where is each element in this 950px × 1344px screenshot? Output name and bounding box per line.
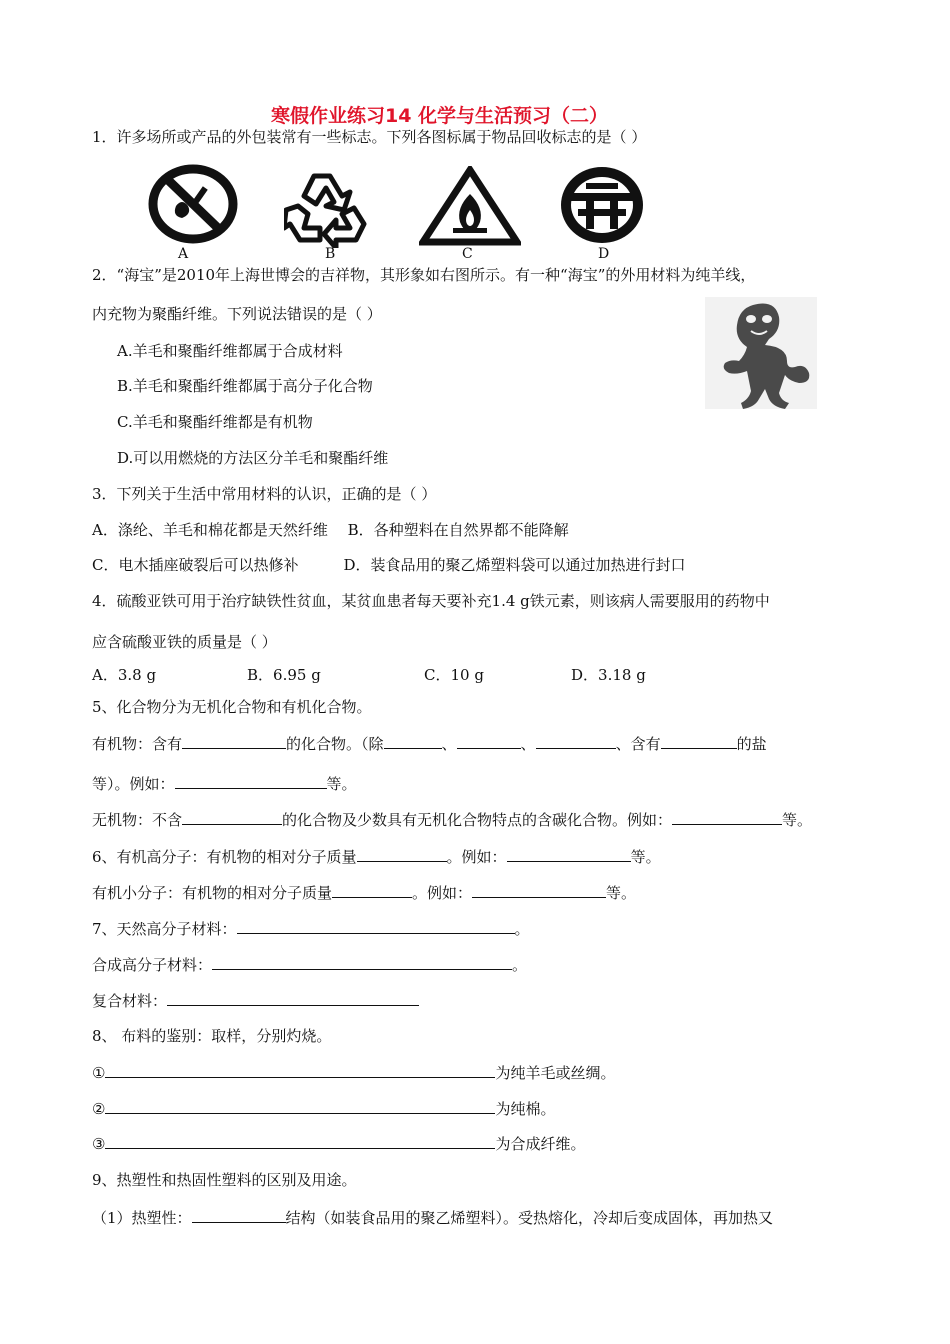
exception-blank-2[interactable] bbox=[457, 733, 521, 749]
q8-end-3: 为合成纤维。 bbox=[495, 1135, 586, 1153]
q8-blank-3[interactable] bbox=[105, 1133, 495, 1149]
q9-stem: 9、热塑性和热固性塑料的区别及用途。 bbox=[92, 1171, 357, 1189]
q3-options-cd: C．电木插座破裂后可以热修补 D．装食品用的聚乙烯塑料袋可以通过加热进行封口 bbox=[92, 556, 686, 574]
big-end: 等。 bbox=[630, 848, 661, 866]
inorganic-end: 等。 bbox=[782, 811, 813, 829]
synthetic-blank[interactable] bbox=[212, 954, 512, 970]
q8-end-2: 为纯棉。 bbox=[495, 1100, 556, 1118]
inorganic-label: 无机物：不含 bbox=[92, 811, 183, 829]
salt-blank[interactable] bbox=[661, 733, 737, 749]
haibao-mascot-image bbox=[705, 297, 817, 409]
recycle-icon bbox=[284, 166, 376, 248]
small-mass-blank[interactable] bbox=[332, 882, 412, 898]
big-example-label: 。例如： bbox=[446, 848, 507, 866]
flammable-icon bbox=[419, 166, 521, 246]
inorganic-example-blank[interactable] bbox=[672, 809, 782, 825]
organic-exception-label: 的化合物。（除 bbox=[286, 735, 384, 753]
exception-blank-3[interactable] bbox=[536, 733, 616, 749]
q2-option-b: B.羊毛和聚酯纤维都属于高分子化合物 bbox=[117, 377, 373, 395]
q7-composite-line bbox=[92, 990, 419, 1011]
salt-end: 的盐 bbox=[736, 735, 767, 753]
q8-item-3 bbox=[92, 1133, 585, 1154]
organic-example-blank[interactable] bbox=[175, 773, 327, 789]
no-smoking-icon bbox=[148, 164, 238, 244]
organic-example-end: 等。 bbox=[326, 775, 357, 793]
salt-label: 、含有 bbox=[615, 735, 661, 753]
natural-label: 7、天然高分子材料： bbox=[92, 920, 237, 938]
organic-example-label: 等）。例如： bbox=[92, 775, 175, 793]
q8-blank-2[interactable] bbox=[105, 1098, 495, 1114]
q4-option-b: B．6.95 g bbox=[247, 666, 321, 684]
q6-small-line bbox=[92, 882, 636, 903]
q2-line2: 内充物为聚酯纤维。下列说法错误的是（ ） bbox=[92, 305, 382, 323]
q5-stem: 5、化合物分为无机化合物和有机化合物。 bbox=[92, 698, 372, 716]
option-a-label: A bbox=[178, 246, 189, 262]
q5-inorganic-line bbox=[92, 809, 812, 830]
q9-part1 bbox=[92, 1207, 773, 1228]
natural-end: 。 bbox=[514, 920, 530, 938]
separator: 、 bbox=[520, 735, 536, 753]
composite-blank[interactable] bbox=[167, 990, 419, 1006]
big-example-blank[interactable] bbox=[507, 846, 631, 862]
q2-line1: 2．“海宝”是2010年上海世博会的吉祥物，其形象如右图所示。有一种“海宝”的外用材料为纯羊线， bbox=[92, 266, 756, 284]
q1-stem: 1．许多场所或产品的外包装常有一些标志。下列各图标属于物品回收标志的是（ ） bbox=[92, 128, 647, 146]
q4-line2: 应含硫酸亚铁的质量是（ ） bbox=[92, 633, 277, 651]
q7-natural-line bbox=[92, 918, 530, 939]
circled-2: ② bbox=[92, 1100, 106, 1118]
natural-blank[interactable] bbox=[237, 918, 515, 934]
organic-element-blank[interactable] bbox=[182, 733, 286, 749]
circled-1: ① bbox=[92, 1064, 106, 1082]
q4-option-d: D．3.18 g bbox=[571, 666, 646, 684]
q8-item-1 bbox=[92, 1062, 615, 1083]
q6-big-line bbox=[92, 846, 661, 867]
option-c-label: C bbox=[462, 246, 473, 262]
q8-stem: 8、 布料的鉴别：取样，分别灼烧。 bbox=[92, 1027, 332, 1045]
q2-option-a: A.羊毛和聚酯纤维都属于合成材料 bbox=[117, 342, 343, 360]
q5-organic-example-line bbox=[92, 773, 357, 794]
inorganic-element-blank[interactable] bbox=[182, 809, 282, 825]
option-d-label: D bbox=[598, 246, 610, 262]
small-molecule-label: 有机小分子：有机物的相对分子质量 bbox=[92, 884, 333, 902]
green-food-icon bbox=[556, 163, 648, 247]
q3-stem: 3．下列关于生活中常用材料的认识，正确的是（ ） bbox=[92, 485, 437, 503]
q2-option-d: D.可以用燃烧的方法区分羊毛和聚酯纤维 bbox=[117, 449, 389, 467]
big-mass-blank[interactable] bbox=[357, 846, 447, 862]
separator: 、 bbox=[441, 735, 457, 753]
synthetic-end: 。 bbox=[512, 956, 528, 974]
q5-organic-line bbox=[92, 733, 767, 754]
q4-option-a: A．3.8 g bbox=[92, 666, 157, 684]
exception-blank-1[interactable] bbox=[384, 733, 442, 749]
small-example-label: 。例如： bbox=[412, 884, 473, 902]
circled-3: ③ bbox=[92, 1135, 106, 1153]
big-molecule-label: 6、有机高分子：有机物的相对分子质量 bbox=[92, 848, 357, 866]
q8-end-1: 为纯羊毛或丝绸。 bbox=[495, 1064, 616, 1082]
thermoplastic-blank[interactable] bbox=[192, 1207, 286, 1223]
organic-label: 有机物：含有 bbox=[92, 735, 183, 753]
thermoplastic-label: （1）热塑性： bbox=[92, 1209, 192, 1227]
option-b-label: B bbox=[325, 246, 336, 262]
q7-synthetic-line bbox=[92, 954, 527, 975]
q4-option-c: C．10 g bbox=[424, 666, 484, 684]
inorganic-desc: 的化合物及少数具有无机化合物特点的含碳化合物。例如： bbox=[282, 811, 673, 829]
small-example-blank[interactable] bbox=[472, 882, 606, 898]
synthetic-label: 合成高分子材料： bbox=[92, 956, 213, 974]
composite-label: 复合材料： bbox=[92, 992, 168, 1010]
thermoplastic-desc: 结构（如装食品用的聚乙烯塑料）。受热熔化，冷却后变成固体，再加热又 bbox=[285, 1209, 774, 1227]
q4-line1: 4．硫酸亚铁可用于治疗缺铁性贫血，某贫血患者每天要补充1.4 g铁元素，则该病人需要服用的药物中 bbox=[92, 592, 770, 610]
q3-options-ab: A．涤纶、羊毛和棉花都是天然纤维 B．各种塑料在自然界都不能降解 bbox=[92, 521, 569, 539]
page-title: 寒假作业练习14 化学与生活预习（二） bbox=[271, 105, 609, 127]
small-end: 等。 bbox=[606, 884, 637, 902]
q8-item-2 bbox=[92, 1098, 555, 1119]
q8-blank-1[interactable] bbox=[105, 1062, 495, 1078]
q2-option-c: C.羊毛和聚酯纤维都是有机物 bbox=[117, 413, 313, 431]
